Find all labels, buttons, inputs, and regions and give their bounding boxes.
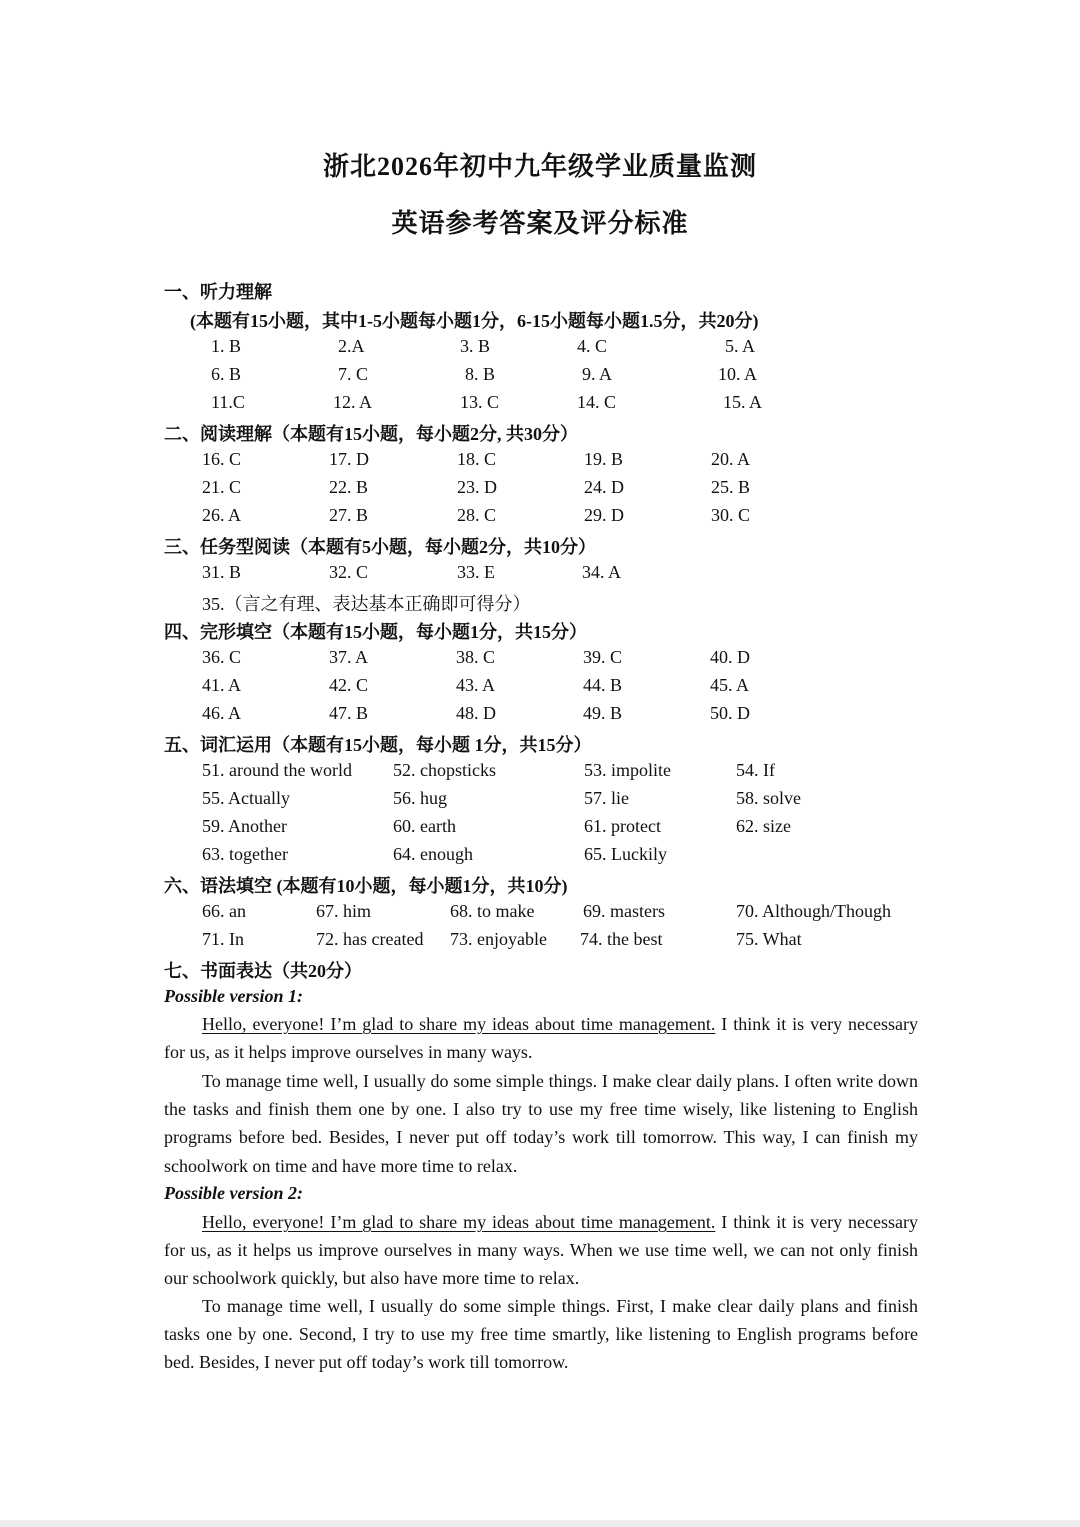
answer-cell: 43. A (456, 675, 496, 695)
answer-cell: 24. D (584, 477, 624, 497)
answer-cell: 37. A (329, 647, 369, 667)
answer-cell: 12. A (333, 392, 373, 412)
section-header-reading: 二、阅读理解（本题有15小题，每小题2分, 共30分） (164, 424, 578, 444)
answer-cell: 71. In (202, 929, 244, 949)
essay-paragraph (164, 1010, 918, 1066)
paragraph-text: I think it is very necessary for us, as it helps us improve ourselves in many ways. When we use time well, we can not only finish our schoolwork quickly, but also have more time to relax. (164, 1212, 918, 1289)
answer-cell: 36. C (202, 647, 242, 667)
essay-paragraph (164, 1208, 918, 1293)
answer-cell: 57. lie (584, 788, 629, 808)
section-header-grammar: 六、语法填空 (本题有10小题，每小题1分，共10分) (164, 876, 568, 896)
answer-cell: 50. D (710, 703, 750, 723)
answer-cell: 39. C (583, 647, 623, 667)
answer-cell: 66. an (202, 901, 246, 921)
answer-cell: 65. Luckily (584, 844, 667, 864)
page-title: 浙北2026年初中九年级学业质量监测 (322, 152, 757, 181)
answer-cell: 14. C (577, 392, 617, 412)
answer-cell: 18. C (457, 449, 497, 469)
answer-cell: 75. What (736, 929, 802, 949)
answer-cell: 20. A (711, 449, 751, 469)
answer-cell: 47. B (329, 703, 369, 723)
page-bottom-edge (0, 1520, 1080, 1527)
answer-cell: 2.A (338, 336, 365, 356)
section-header-cloze: 四、完形填空（本题有15小题，每小题1分，共15分） (164, 622, 587, 642)
section-note-listening: (本题有15小题，其中1-5小题每小题1分，6-15小题每小题1.5分，共20分) (190, 311, 759, 331)
answer-cell: 41. A (202, 675, 242, 695)
answer-cell: 53. impolite (584, 760, 671, 780)
answer-cell: 72. has created (316, 929, 424, 949)
answer-note: 35.（言之有理、表达基本正确即可得分） (202, 594, 531, 614)
answer-cell: 11.C (211, 392, 245, 412)
essay-paragraph: To manage time well, I usually do some simple things. I make clear daily plans. I often write down the tasks and finish them one by one. I also try to use my free time wisely, like listening to English programs before bed. Besides, I never put off today’s work till tomorrow. This way, I can finish my schoolwork on time and have more time to relax. (164, 1071, 918, 1176)
page-subtitle: 英语参考答案及评分标准 (391, 209, 689, 238)
answer-cell: 3. B (460, 336, 491, 356)
answer-cell: 48. D (456, 703, 496, 723)
answer-cell: 1. B (211, 336, 242, 356)
answer-cell: 51. around the world (202, 760, 352, 780)
answer-cell: 69. masters (583, 901, 665, 921)
answer-cell: 40. D (710, 647, 750, 667)
answer-cell: 15. A (723, 392, 763, 412)
answer-cell: 17. D (329, 449, 369, 469)
answer-cell: 4. C (577, 336, 608, 356)
answer-cell: 61. protect (584, 816, 661, 836)
answer-cell: 59. Another (202, 816, 287, 836)
section-header-vocabulary: 五、词汇运用（本题有15小题，每小题 1分，共15分） (164, 735, 592, 755)
answer-cell: 13. C (460, 392, 500, 412)
answer-cell: 64. enough (393, 844, 473, 864)
answer-cell: 32. C (329, 562, 369, 582)
answer-cell: 42. C (329, 675, 369, 695)
answer-cell: 44. B (583, 675, 623, 695)
version-label: Possible version 1: (164, 986, 303, 1006)
answer-cell: 27. B (329, 505, 369, 525)
answer-cell: 30. C (711, 505, 751, 525)
answer-cell: 33. E (457, 562, 495, 582)
answer-cell: 19. B (584, 449, 624, 469)
answer-cell: 6. B (211, 364, 242, 384)
answer-cell: 9. A (582, 364, 613, 384)
answer-cell: 5. A (725, 336, 756, 356)
answer-cell: 31. B (202, 562, 242, 582)
section-header-task-reading: 三、任务型阅读（本题有5小题，每小题2分，共10分） (164, 537, 596, 557)
underlined-sentence: Hello, everyone! I’m glad to share my ideas about time management. (202, 1212, 716, 1232)
underlined-sentence: Hello, everyone! I’m glad to share my ideas about time management. (202, 1014, 716, 1034)
answer-cell: 58. solve (736, 788, 801, 808)
answer-cell: 34. A (582, 562, 622, 582)
essay-paragraph: To manage time well, I usually do some simple things. First, I make clear daily plans and finish tasks one by one. Second, I try to use my free time smartly, like listening to English programs before bed. Besides, I never put off today’s work till tomorrow. (164, 1296, 918, 1373)
answer-cell: 62. size (736, 816, 791, 836)
answer-cell: 54. If (736, 760, 775, 780)
answer-cell: 55. Actually (202, 788, 290, 808)
answer-cell: 28. C (457, 505, 497, 525)
answer-cell: 73. enjoyable (450, 929, 547, 949)
answer-cell: 7. C (338, 364, 369, 384)
answer-cell: 56. hug (393, 788, 447, 808)
answer-cell: 25. B (711, 477, 751, 497)
paragraph-text: I think it is very necessary for us, as it helps improve ourselves in many ways. (164, 1014, 918, 1063)
answer-cell: 8. B (465, 364, 496, 384)
section-header-listening: 一、听力理解 (164, 282, 272, 302)
answer-cell: 45. A (710, 675, 750, 695)
answer-cell: 68. to make (450, 901, 535, 921)
section-header-writing: 七、书面表达（共20分） (164, 961, 362, 981)
answer-cell: 46. A (202, 703, 242, 723)
answer-cell: 63. together (202, 844, 288, 864)
answer-cell: 26. A (202, 505, 242, 525)
answer-cell: 49. B (583, 703, 623, 723)
answer-cell: 74. the best (580, 929, 663, 949)
answer-cell: 29. D (584, 505, 624, 525)
answer-cell: 23. D (457, 477, 497, 497)
answer-cell: 22. B (329, 477, 369, 497)
answer-cell: 21. C (202, 477, 242, 497)
answer-cell: 10. A (718, 364, 758, 384)
version-label: Possible version 2: (164, 1183, 303, 1203)
answer-cell: 70. Although/Though (736, 901, 892, 921)
answer-cell: 16. C (202, 449, 242, 469)
answer-cell: 52. chopsticks (393, 760, 496, 780)
answer-cell: 67. him (316, 901, 372, 921)
answer-cell: 60. earth (393, 816, 456, 836)
answer-cell: 38. C (456, 647, 496, 667)
